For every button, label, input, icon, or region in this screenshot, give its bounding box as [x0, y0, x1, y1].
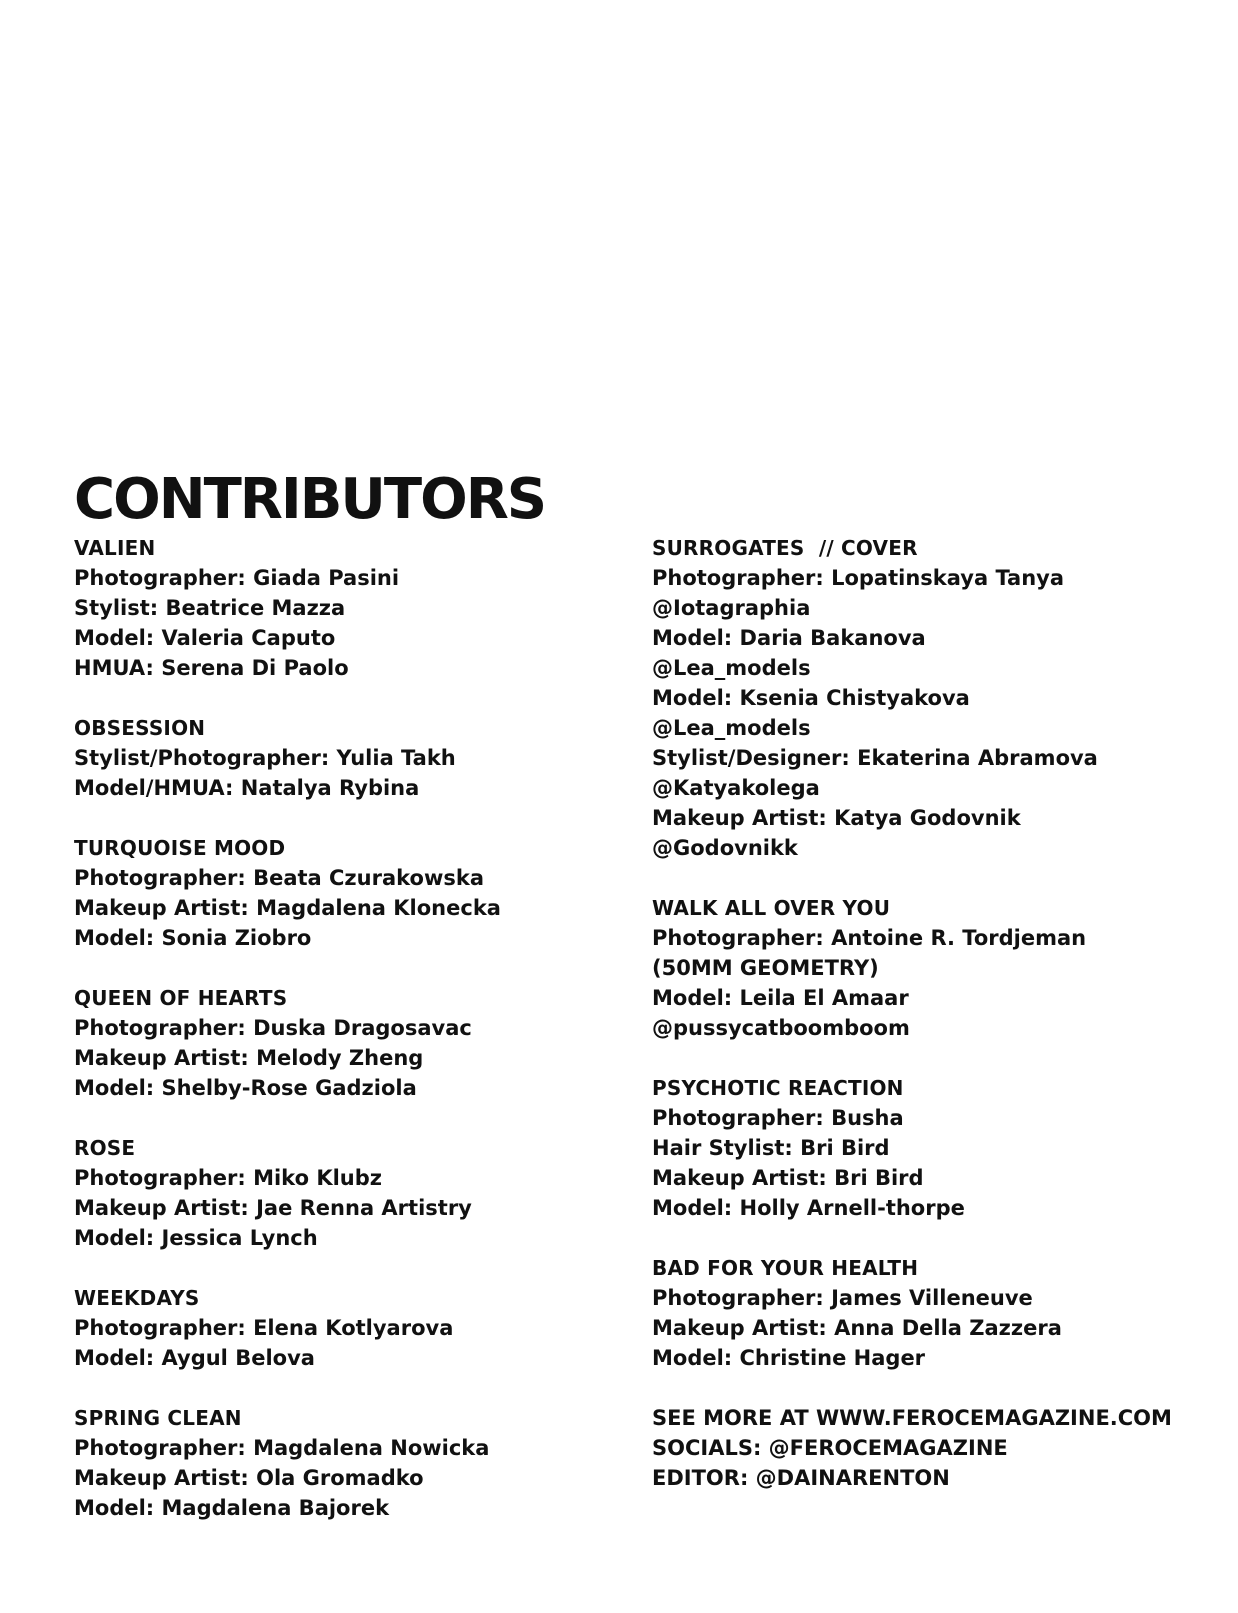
credit-section-bad-for-your-health — [652, 1253, 1192, 1373]
editor-handle: EDITOR: @DAINARENTON — [652, 1466, 950, 1490]
credit-line: Stylist: Beatrice Mazza — [74, 596, 346, 620]
credit-section-obsession — [74, 713, 594, 803]
credit-section-spring-clean — [74, 1403, 594, 1523]
credit-line: Photographer: Lopatinskaya Tanya — [652, 566, 1065, 590]
section-heading: WEEKDAYS — [74, 1286, 200, 1310]
credit-line: @Katyakolega — [652, 776, 820, 800]
credit-line: Model: Jessica Lynch — [74, 1226, 318, 1250]
page-title: CONTRIBUTORS — [74, 467, 546, 532]
credit-section-valien — [74, 533, 594, 683]
section-heading: TURQUOISE MOOD — [74, 836, 286, 860]
credit-line: Model: Aygul Belova — [74, 1346, 315, 1370]
credit-section-psychotic-reaction — [652, 1073, 1192, 1223]
credit-section-rose — [74, 1133, 594, 1253]
section-heading: SPRING CLEAN — [74, 1406, 242, 1430]
right-credits-column — [652, 533, 1192, 1493]
credit-line: Photographer: Giada Pasini — [74, 566, 400, 590]
credit-section-weekdays — [74, 1283, 594, 1373]
credit-line: @Lea_models — [652, 656, 811, 680]
credit-line: Model: Ksenia Chistyakova — [652, 686, 970, 710]
magazine-info-section — [652, 1403, 1192, 1493]
credit-line: Model: Daria Bakanova — [652, 626, 926, 650]
section-heading: WALK ALL OVER YOU — [652, 896, 891, 920]
credit-section-walk-all-over-you — [652, 893, 1192, 1043]
credit-line: HMUA: Serena Di Paolo — [74, 656, 349, 680]
credit-line: Makeup Artist: Jae Renna Artistry — [74, 1196, 472, 1220]
section-heading: VALIEN — [74, 536, 156, 560]
credit-line: Stylist/Designer: Ekaterina Abramova — [652, 746, 1098, 770]
credit-line: Hair Stylist: Bri Bird — [652, 1136, 890, 1160]
credit-line: Model: Shelby-Rose Gadziola — [74, 1076, 417, 1100]
section-heading: BAD FOR YOUR HEALTH — [652, 1256, 919, 1280]
credit-line: Makeup Artist: Katya Godovnik — [652, 806, 1021, 830]
credit-line: Makeup Artist: Magdalena Klonecka — [74, 896, 501, 920]
socials-handle: SOCIALS: @FEROCEMAGAZINE — [652, 1436, 1008, 1460]
credit-line: Photographer: Miko Klubz — [74, 1166, 382, 1190]
credit-line: Model: Holly Arnell-thorpe — [652, 1196, 965, 1220]
credit-line: Makeup Artist: Ola Gromadko — [74, 1466, 424, 1490]
credit-line: Model: Sonia Ziobro — [74, 926, 312, 950]
website-link[interactable]: SEE MORE AT WWW.FEROCEMAGAZINE.COM — [652, 1406, 1172, 1430]
section-heading: OBSESSION — [74, 716, 206, 740]
credit-section-turquoise-mood — [74, 833, 594, 953]
credit-line: Photographer: Duska Dragosavac — [74, 1016, 472, 1040]
credit-section-queen-of-hearts — [74, 983, 594, 1103]
section-heading: ROSE — [74, 1136, 136, 1160]
credit-line: Photographer: Busha — [652, 1106, 904, 1130]
credit-line: Photographer: Antoine R. Tordjeman — [652, 926, 1087, 950]
credit-line: Stylist/Photographer: Yulia Takh — [74, 746, 456, 770]
credit-line: @Godovnikk — [652, 836, 798, 860]
credit-line: Photographer: Elena Kotlyarova — [74, 1316, 454, 1340]
section-heading: SURROGATES // COVER — [652, 536, 918, 560]
left-credits-column — [74, 533, 594, 1523]
credit-line: Photographer: Beata Czurakowska — [74, 866, 485, 890]
credit-line: Makeup Artist: Bri Bird — [652, 1166, 924, 1190]
credit-line: @Lea_models — [652, 716, 811, 740]
credit-line: Model: Magdalena Bajorek — [74, 1496, 390, 1520]
credit-line: @pussycatboomboom — [652, 1016, 910, 1040]
credit-line: Photographer: Magdalena Nowicka — [74, 1436, 490, 1460]
credit-line: Model: Valeria Caputo — [74, 626, 336, 650]
credit-line: Model: Leila El Amaar — [652, 986, 909, 1010]
credit-line: (50MM GEOMETRY) — [652, 956, 879, 980]
credit-section-surrogates — [652, 533, 1192, 863]
credit-line: Makeup Artist: Melody Zheng — [74, 1046, 424, 1070]
section-heading: PSYCHOTIC REACTION — [652, 1076, 904, 1100]
credit-line: Model/HMUA: Natalya Rybina — [74, 776, 420, 800]
credit-line: Model: Christine Hager — [652, 1346, 926, 1370]
credit-line: @Iotagraphia — [652, 596, 811, 620]
credit-line: Makeup Artist: Anna Della Zazzera — [652, 1316, 1062, 1340]
section-heading: QUEEN OF HEARTS — [74, 986, 288, 1010]
credit-line: Photographer: James Villeneuve — [652, 1286, 1033, 1310]
